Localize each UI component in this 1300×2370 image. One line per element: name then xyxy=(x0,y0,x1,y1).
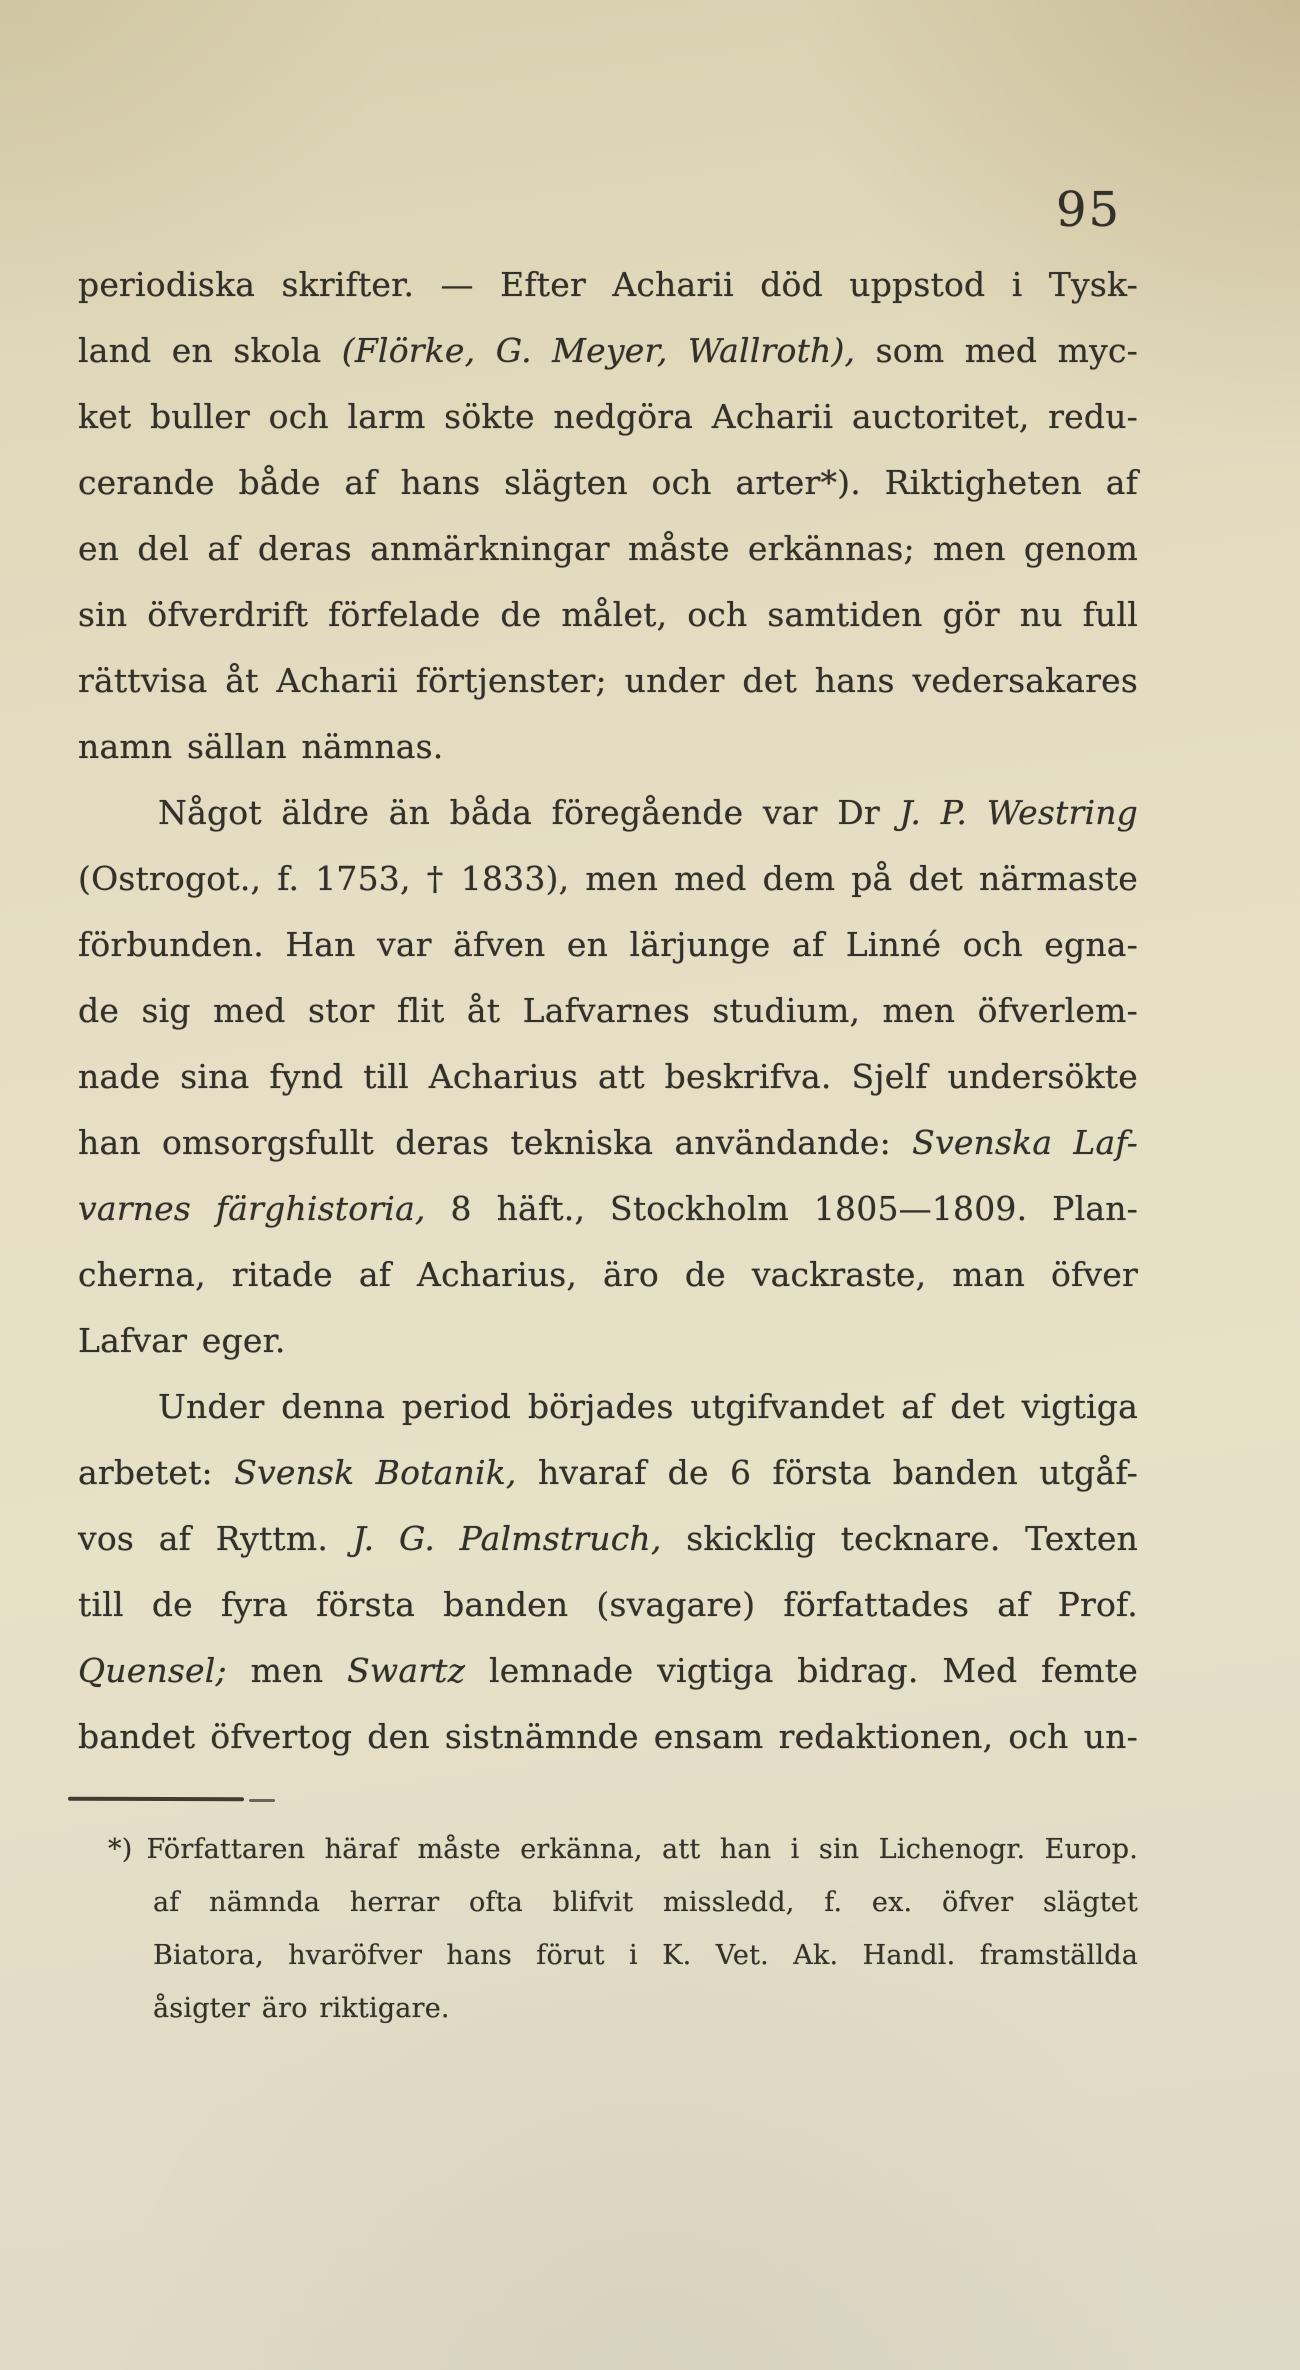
text-line xyxy=(78,1506,1138,1572)
italic-text: J. G. Palmstruch, xyxy=(352,1519,662,1558)
text-line xyxy=(78,516,1138,582)
text-segment: Författaren häraf måste erkänna, att han i sin Lichenogr. Europ. xyxy=(146,1834,1138,1865)
text-segment: hvaraf de 6 första banden utgåf- xyxy=(516,1453,1138,1492)
text-segment: 8 häft., Stockholm 1805—1809. Plan- xyxy=(425,1189,1139,1228)
text-segment: ket buller och larm sökte nedgöra Acharii auctoritet, redu- xyxy=(78,397,1138,436)
text-line xyxy=(78,252,1138,318)
text-segment: lemnade vigtiga bidrag. Med femte xyxy=(465,1651,1138,1690)
text-segment: (Ostrogot., f. 1753, † 1833), men med dem på det närmaste xyxy=(78,859,1138,898)
italic-text: Swartz xyxy=(347,1651,466,1690)
text-line xyxy=(78,1242,1138,1308)
text-segment: som med myc- xyxy=(855,331,1138,370)
text-line xyxy=(78,450,1138,516)
text-segment: cerande både af hans slägten och arter*). Riktigheten af xyxy=(78,463,1138,502)
footnote xyxy=(108,1823,1138,2035)
footnote-line xyxy=(153,1876,1138,1929)
text-segment: Under denna period börjades utgifvandet af det vigtiga xyxy=(158,1387,1138,1426)
page-number: 95 xyxy=(1056,182,1122,238)
footnote-rule xyxy=(68,1797,244,1801)
text-segment: skicklig tecknare. Texten xyxy=(661,1519,1138,1558)
footnote-line xyxy=(153,1929,1138,1982)
text-segment: men xyxy=(226,1651,348,1690)
text-line xyxy=(78,318,1138,384)
main-text xyxy=(78,252,1138,1770)
text-line xyxy=(78,582,1138,648)
text-line xyxy=(78,780,1138,846)
text-segment: nade sina fynd till Acharius att beskrifva. Sjelf undersökte xyxy=(78,1057,1138,1096)
text-line xyxy=(78,912,1138,978)
text-line xyxy=(78,978,1138,1044)
text-line xyxy=(78,1110,1138,1176)
text-segment: sin öfverdrift förfelade de målet, och samtiden gör nu full xyxy=(78,595,1138,634)
text-segment: till de fyra första banden (svagare) författades af Prof. xyxy=(78,1585,1138,1624)
text-segment: arbetet: xyxy=(78,1453,235,1492)
text-segment: förbunden. Han var äfven en lärjunge af Linné och egna- xyxy=(78,925,1138,964)
text-segment: han omsorgsfullt deras tekniska användande: xyxy=(78,1123,913,1162)
text-segment: land en skola xyxy=(78,331,342,370)
text-line xyxy=(78,714,1138,780)
text-line xyxy=(78,1704,1138,1770)
text-segment: rättvisa åt Acharii förtjenster; under det hans vedersakares xyxy=(78,661,1138,700)
footnote-rule-fragment xyxy=(249,1799,275,1802)
text-line xyxy=(78,1176,1138,1242)
text-line xyxy=(78,1440,1138,1506)
text-segment: Något äldre än båda föregående var Dr xyxy=(158,793,900,832)
text-line xyxy=(78,1308,1138,1374)
text-segment: vos af Ryttm. xyxy=(78,1519,353,1558)
italic-text: varnes färghistoria, xyxy=(78,1189,426,1228)
text-line xyxy=(78,384,1138,450)
footnote-line xyxy=(153,1982,1138,2035)
italic-text: Quensel; xyxy=(78,1651,227,1690)
text-line xyxy=(78,1044,1138,1110)
text-line xyxy=(78,1638,1138,1704)
text-segment: Lafvar eger. xyxy=(78,1321,286,1360)
text-segment: bandet öfvertog den sistnämnde ensam redaktionen, och un- xyxy=(78,1717,1138,1756)
italic-text: J. P. Westring xyxy=(899,793,1138,832)
text-segment: åsigter äro riktigare. xyxy=(153,1993,450,2024)
italic-text: Svensk Botanik, xyxy=(234,1453,517,1492)
text-segment: Biatora, hvaröfver hans förut i K. Vet. Ak. Handl. framställda xyxy=(153,1940,1138,1971)
text-line xyxy=(78,1572,1138,1638)
text-segment: periodiska skrifter. — Efter Acharii död uppstod i Tysk- xyxy=(78,265,1138,304)
text-line xyxy=(78,1374,1138,1440)
text-segment: de sig med stor flit åt Lafvarnes studium, men öfverlem- xyxy=(78,991,1138,1030)
italic-text: (Flörke, G. Meyer, Wallroth), xyxy=(341,331,856,370)
text-segment: af nämnda herrar ofta blifvit missledd, f. ex. öfver slägtet xyxy=(153,1887,1138,1918)
text-line xyxy=(78,648,1138,714)
text-segment: cherna, ritade af Acharius, äro de vackraste, man öfver xyxy=(78,1255,1138,1294)
footnote-line xyxy=(108,1823,1138,1876)
text-segment: en del af deras anmärkningar måste erkännas; men genom xyxy=(78,529,1138,568)
footnote-marker: *) xyxy=(108,1834,133,1865)
text-line xyxy=(78,846,1138,912)
text-segment: namn sällan nämnas. xyxy=(78,727,444,766)
italic-text: Svenska Laf- xyxy=(912,1123,1138,1162)
